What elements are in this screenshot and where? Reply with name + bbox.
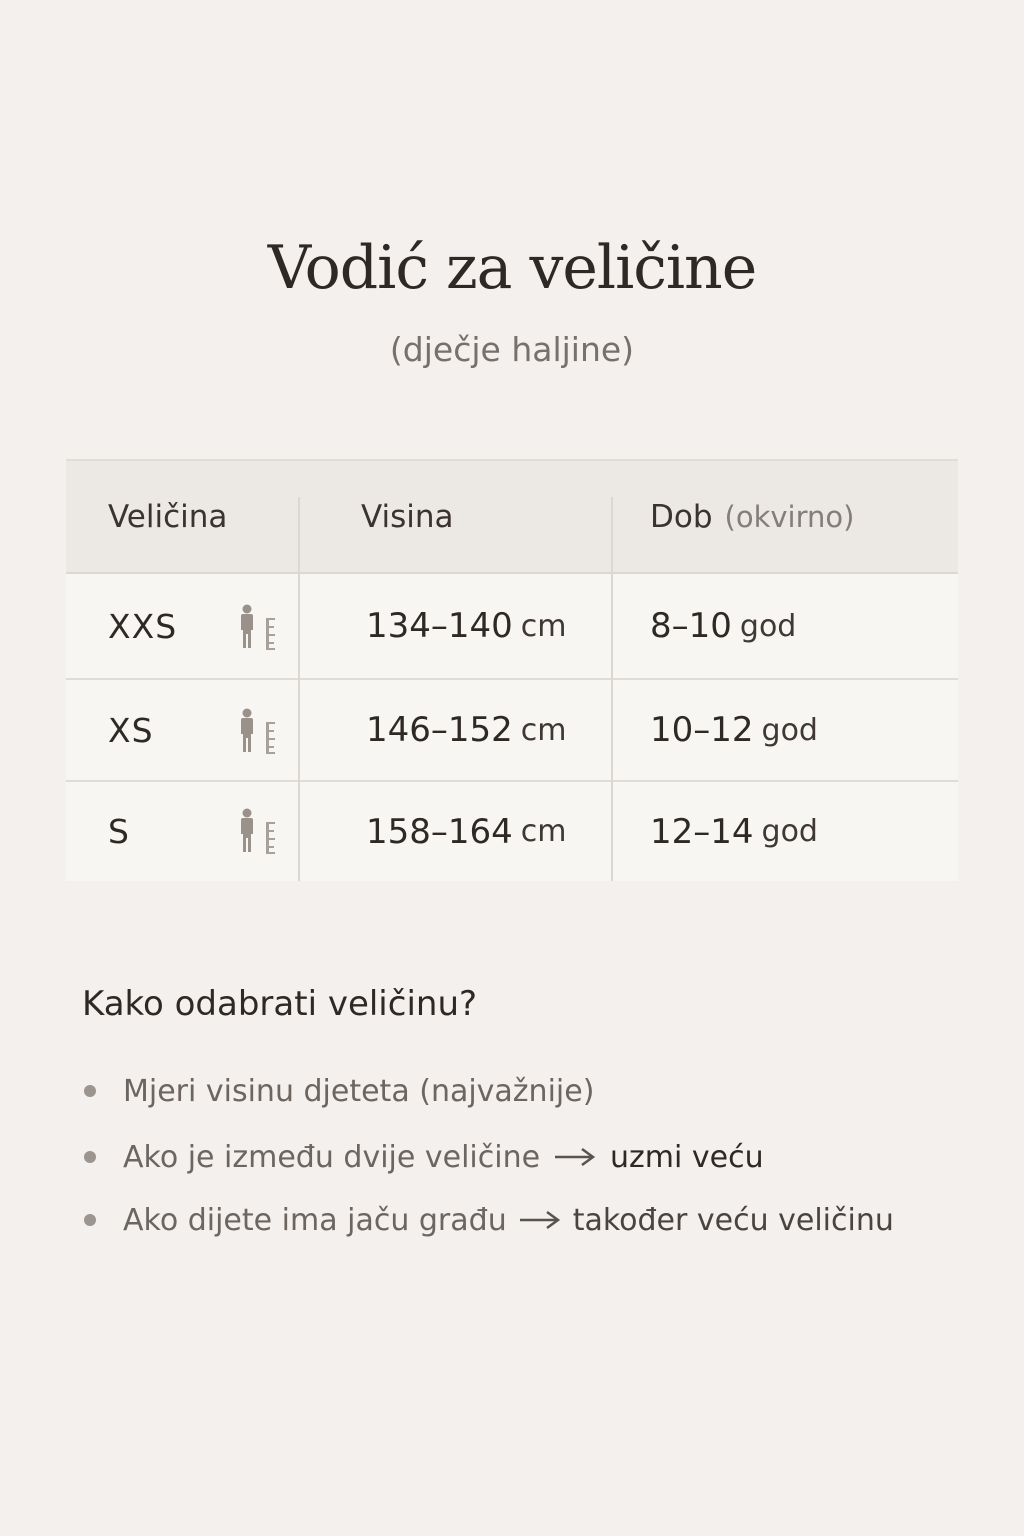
child-height-icon (238, 604, 276, 652)
table-row (66, 574, 958, 680)
column-header-size: Veličina (108, 498, 228, 535)
tip-text: Mjeri visinu djeteta (najvažnije) (123, 1073, 595, 1109)
age-value: 8–10 (650, 606, 732, 646)
bullet-icon (84, 1214, 96, 1226)
height-value: 134–140 (366, 606, 513, 646)
page-title: Vodić za veličine (267, 233, 757, 303)
arrow-right-icon (554, 1146, 596, 1168)
tip-text: Ako je između dvije veličine (123, 1139, 541, 1175)
column-header-height: Visina (361, 498, 454, 535)
list-item (82, 1195, 894, 1245)
tip-text: Ako dijete ima jaču građu (123, 1202, 507, 1238)
table-row (66, 680, 958, 782)
size-table (66, 459, 958, 881)
tip-result: uzmi veću (610, 1139, 764, 1175)
column-divider (298, 497, 300, 574)
size-value: XXS (108, 606, 178, 646)
column-divider (611, 574, 613, 881)
height-unit: cm (520, 814, 567, 849)
bullet-icon (84, 1151, 96, 1163)
age-value: 10–12 (650, 710, 754, 750)
bullet-icon (84, 1085, 96, 1097)
child-height-icon (238, 808, 276, 856)
howto-title: Kako odabrati veličinu? (82, 984, 478, 1024)
table-header-row (66, 461, 958, 574)
table-row (66, 782, 958, 881)
column-divider (298, 574, 300, 881)
age-unit: god (761, 712, 818, 748)
age-unit: god (761, 814, 818, 849)
column-header-age-note: (okvirno) (724, 499, 855, 534)
tip-result: također veću veličinu (572, 1202, 894, 1238)
list-item (82, 1132, 764, 1182)
page-subtitle: (dječje haljine) (389, 330, 635, 369)
size-value: S (108, 812, 130, 851)
child-height-icon (238, 708, 276, 756)
column-divider (611, 497, 613, 574)
age-unit: god (739, 608, 797, 644)
height-unit: cm (520, 608, 567, 644)
height-value: 158–164 (366, 811, 513, 852)
list-item (82, 1066, 594, 1116)
column-header-age: Dob (okvirno) (650, 498, 855, 535)
height-unit: cm (520, 712, 567, 748)
age-value: 12–14 (650, 811, 754, 852)
arrow-right-icon (519, 1209, 561, 1231)
size-value: XS (108, 710, 154, 750)
height-value: 146–152 (366, 710, 513, 750)
